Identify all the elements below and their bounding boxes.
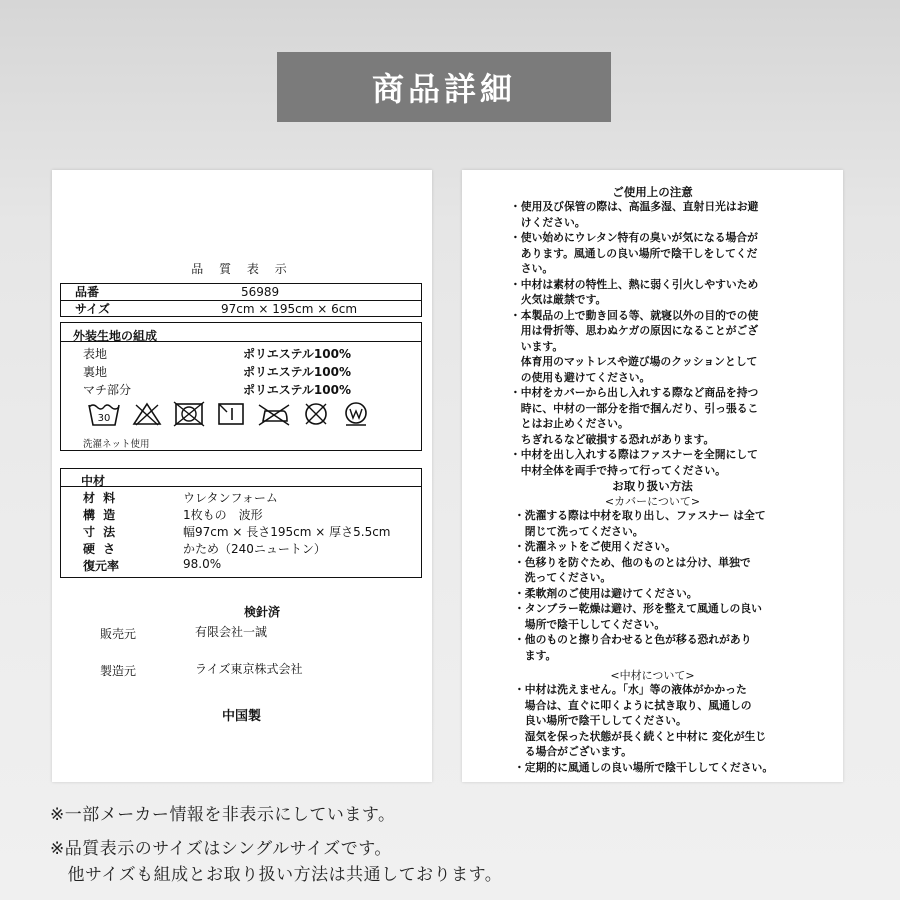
- note-line: 閉じて洗ってください。: [514, 524, 644, 538]
- spec-label: 硬 さ: [83, 542, 118, 556]
- inner-material-box: [60, 468, 422, 578]
- quality-heading: 品 質 表 示: [191, 262, 293, 276]
- maker-value: ライズ東京株式会社: [195, 662, 303, 676]
- note-line: 用は骨折等、思わぬケガの原因になることがござ: [510, 324, 759, 337]
- spec-row: [83, 506, 263, 523]
- hand-wash-30-icon: [87, 401, 121, 427]
- note-line: ます。: [514, 648, 557, 662]
- material-value: ポリエステル100%: [243, 347, 351, 361]
- note-line: 体育用のマットレスや遊び場のクッションとして: [510, 355, 758, 368]
- note-line: ・中材は素材の特性上、熱に弱く引火しやすいため: [510, 277, 759, 291]
- note-line: います。: [510, 339, 564, 353]
- material-part: 裏地: [83, 365, 108, 379]
- note-line: ・中材を出し入れする際はファスナーを全開にして: [510, 448, 758, 461]
- note-line: 良い場所で陰干ししてください。: [514, 714, 687, 727]
- no-iron-icon: [257, 401, 291, 427]
- outer-fabric-box: [60, 322, 422, 451]
- spec-value: 1枚もの 波形: [183, 508, 263, 522]
- note-line: る場合がございます。: [514, 745, 632, 758]
- outer-divider: [61, 341, 421, 342]
- note-line: ・定期的に風通しの良い場所で陰干ししてください。: [514, 760, 774, 774]
- spec-value: ウレタンフォーム: [183, 491, 278, 505]
- spec-value: かため（240ニュートン）: [183, 542, 326, 556]
- no-tumble-dry-icon: [173, 401, 205, 427]
- note-line: ・使用及び保管の際は、高温多湿、直射日光はお避: [510, 200, 759, 213]
- material-part: マチ部分: [83, 383, 132, 397]
- note-line: ・洗濯ネットをご使用ください。: [514, 540, 676, 553]
- spec-value: 幅97cm × 長さ195cm × 厚さ5.5cm: [183, 525, 391, 539]
- no-bleach-icon: [132, 401, 162, 427]
- caution-title: ご使用上の注意: [612, 185, 693, 199]
- quality-label-card: [52, 170, 432, 782]
- spec-row: [83, 489, 278, 506]
- spec-label: 寸 法: [83, 525, 118, 539]
- seller-label: 販売元: [100, 627, 137, 641]
- product-id-box: [60, 283, 422, 317]
- note-line: 中材全体を両手で持って行ってください。: [510, 463, 726, 477]
- note-line: けください。: [510, 215, 586, 229]
- footnote: ※一部メーカー情報を非表示にしています。: [50, 805, 396, 825]
- note-line: ・使い始めにウレタン特有の臭いが気になる場合が: [510, 231, 758, 244]
- material-row: [83, 363, 351, 380]
- note-line: ・中材をカバーから出し入れする際など商品を持つ: [510, 386, 759, 399]
- spec-row: [83, 523, 391, 540]
- note-line: ちぎれるなど破損する恐れがあります。: [510, 432, 715, 446]
- material-value: ポリエステル100%: [243, 365, 351, 379]
- note-line: 洗ってください。: [514, 571, 612, 584]
- note-line: 火気は厳禁です。: [510, 293, 607, 306]
- product-no-value: 56989: [241, 285, 280, 299]
- inner-divider: [61, 486, 421, 487]
- spec-row: [83, 540, 326, 557]
- handling-title: お取り扱い方法: [612, 479, 693, 493]
- maker-label: 製造元: [100, 664, 137, 678]
- net-note: 洗濯ネット使用: [83, 439, 150, 450]
- care-symbols: [87, 401, 371, 427]
- note-line: 湿気を保った状態が長く続くと中材に 変化が生じ: [514, 729, 767, 743]
- note-line: さい。: [510, 262, 554, 275]
- product-no-label: 品番: [75, 285, 100, 299]
- cover-subtitle: <カバーについて>: [604, 495, 701, 508]
- wash-temp: 30: [97, 413, 111, 424]
- spec-value: 98.0%: [183, 557, 222, 571]
- material-part: 表地: [83, 347, 108, 361]
- note-line: 場合は、直ぐに叩くように拭き取り、風通しの: [514, 698, 752, 712]
- spec-label: 構 造: [83, 508, 118, 522]
- size-value: 97cm × 195cm × 6cm: [221, 302, 358, 316]
- note-line: とはお止めください。: [510, 417, 629, 430]
- seller-value: 有限会社一誠: [195, 625, 268, 639]
- note-line: の使用も避けてください。: [510, 370, 651, 384]
- note-line: ・タンブラー乾燥は避け、形を整えて風通しの良い: [514, 602, 762, 615]
- country-of-origin: 中国製: [222, 709, 262, 724]
- outer-heading: 外装生地の組成: [73, 329, 158, 343]
- note-line: ・柔軟剤のご使用は避けてください。: [514, 586, 698, 600]
- note-line: 場所で陰干ししてください。: [514, 617, 666, 631]
- note-line: あります。風通しの良い場所で陰干しをしてくだ: [510, 246, 758, 260]
- note-line: ・中材は洗えません。「水」等の液体がかかった: [514, 683, 747, 696]
- spec-label: 材 料: [83, 491, 118, 505]
- note-line: ・色移りを防ぐため、他のものとは分け、単独で: [514, 555, 751, 569]
- wet-clean-icon: [341, 401, 371, 427]
- line-dry-shade-icon: [216, 401, 246, 427]
- inspected-mark: 検針済: [244, 605, 281, 619]
- no-dry-clean-icon: [302, 401, 330, 427]
- material-row: [83, 381, 351, 398]
- spec-label: 復元率: [83, 559, 120, 573]
- product-no-row: [61, 284, 421, 300]
- page-title: 商品詳細: [277, 52, 611, 122]
- footnote: 他サイズも組成とお取り扱い方法は共通しております。: [50, 865, 503, 885]
- material-value: ポリエステル100%: [243, 383, 351, 397]
- size-label: サイズ: [75, 302, 111, 316]
- inner-heading: 中材: [81, 474, 106, 488]
- spec-row: [83, 557, 222, 574]
- note-line: ・本製品の上で動き回る等、就寝以外の目的での使: [510, 308, 759, 322]
- inner-subtitle: <中材について>: [610, 669, 695, 682]
- size-row: [61, 300, 421, 317]
- care-notes-card: [462, 170, 843, 782]
- note-line: ・他のものと擦り合わせると色が移る恐れがあり: [514, 633, 752, 646]
- note-line: 時に、中材の一部分を指で掴んだり、引っ張るこ: [510, 401, 759, 415]
- material-row: [83, 345, 351, 362]
- footnote: ※品質表示のサイズはシングルサイズです。: [50, 839, 392, 859]
- note-line: ・洗濯する際は中材を取り出し、ファスナー は全て: [514, 509, 766, 522]
